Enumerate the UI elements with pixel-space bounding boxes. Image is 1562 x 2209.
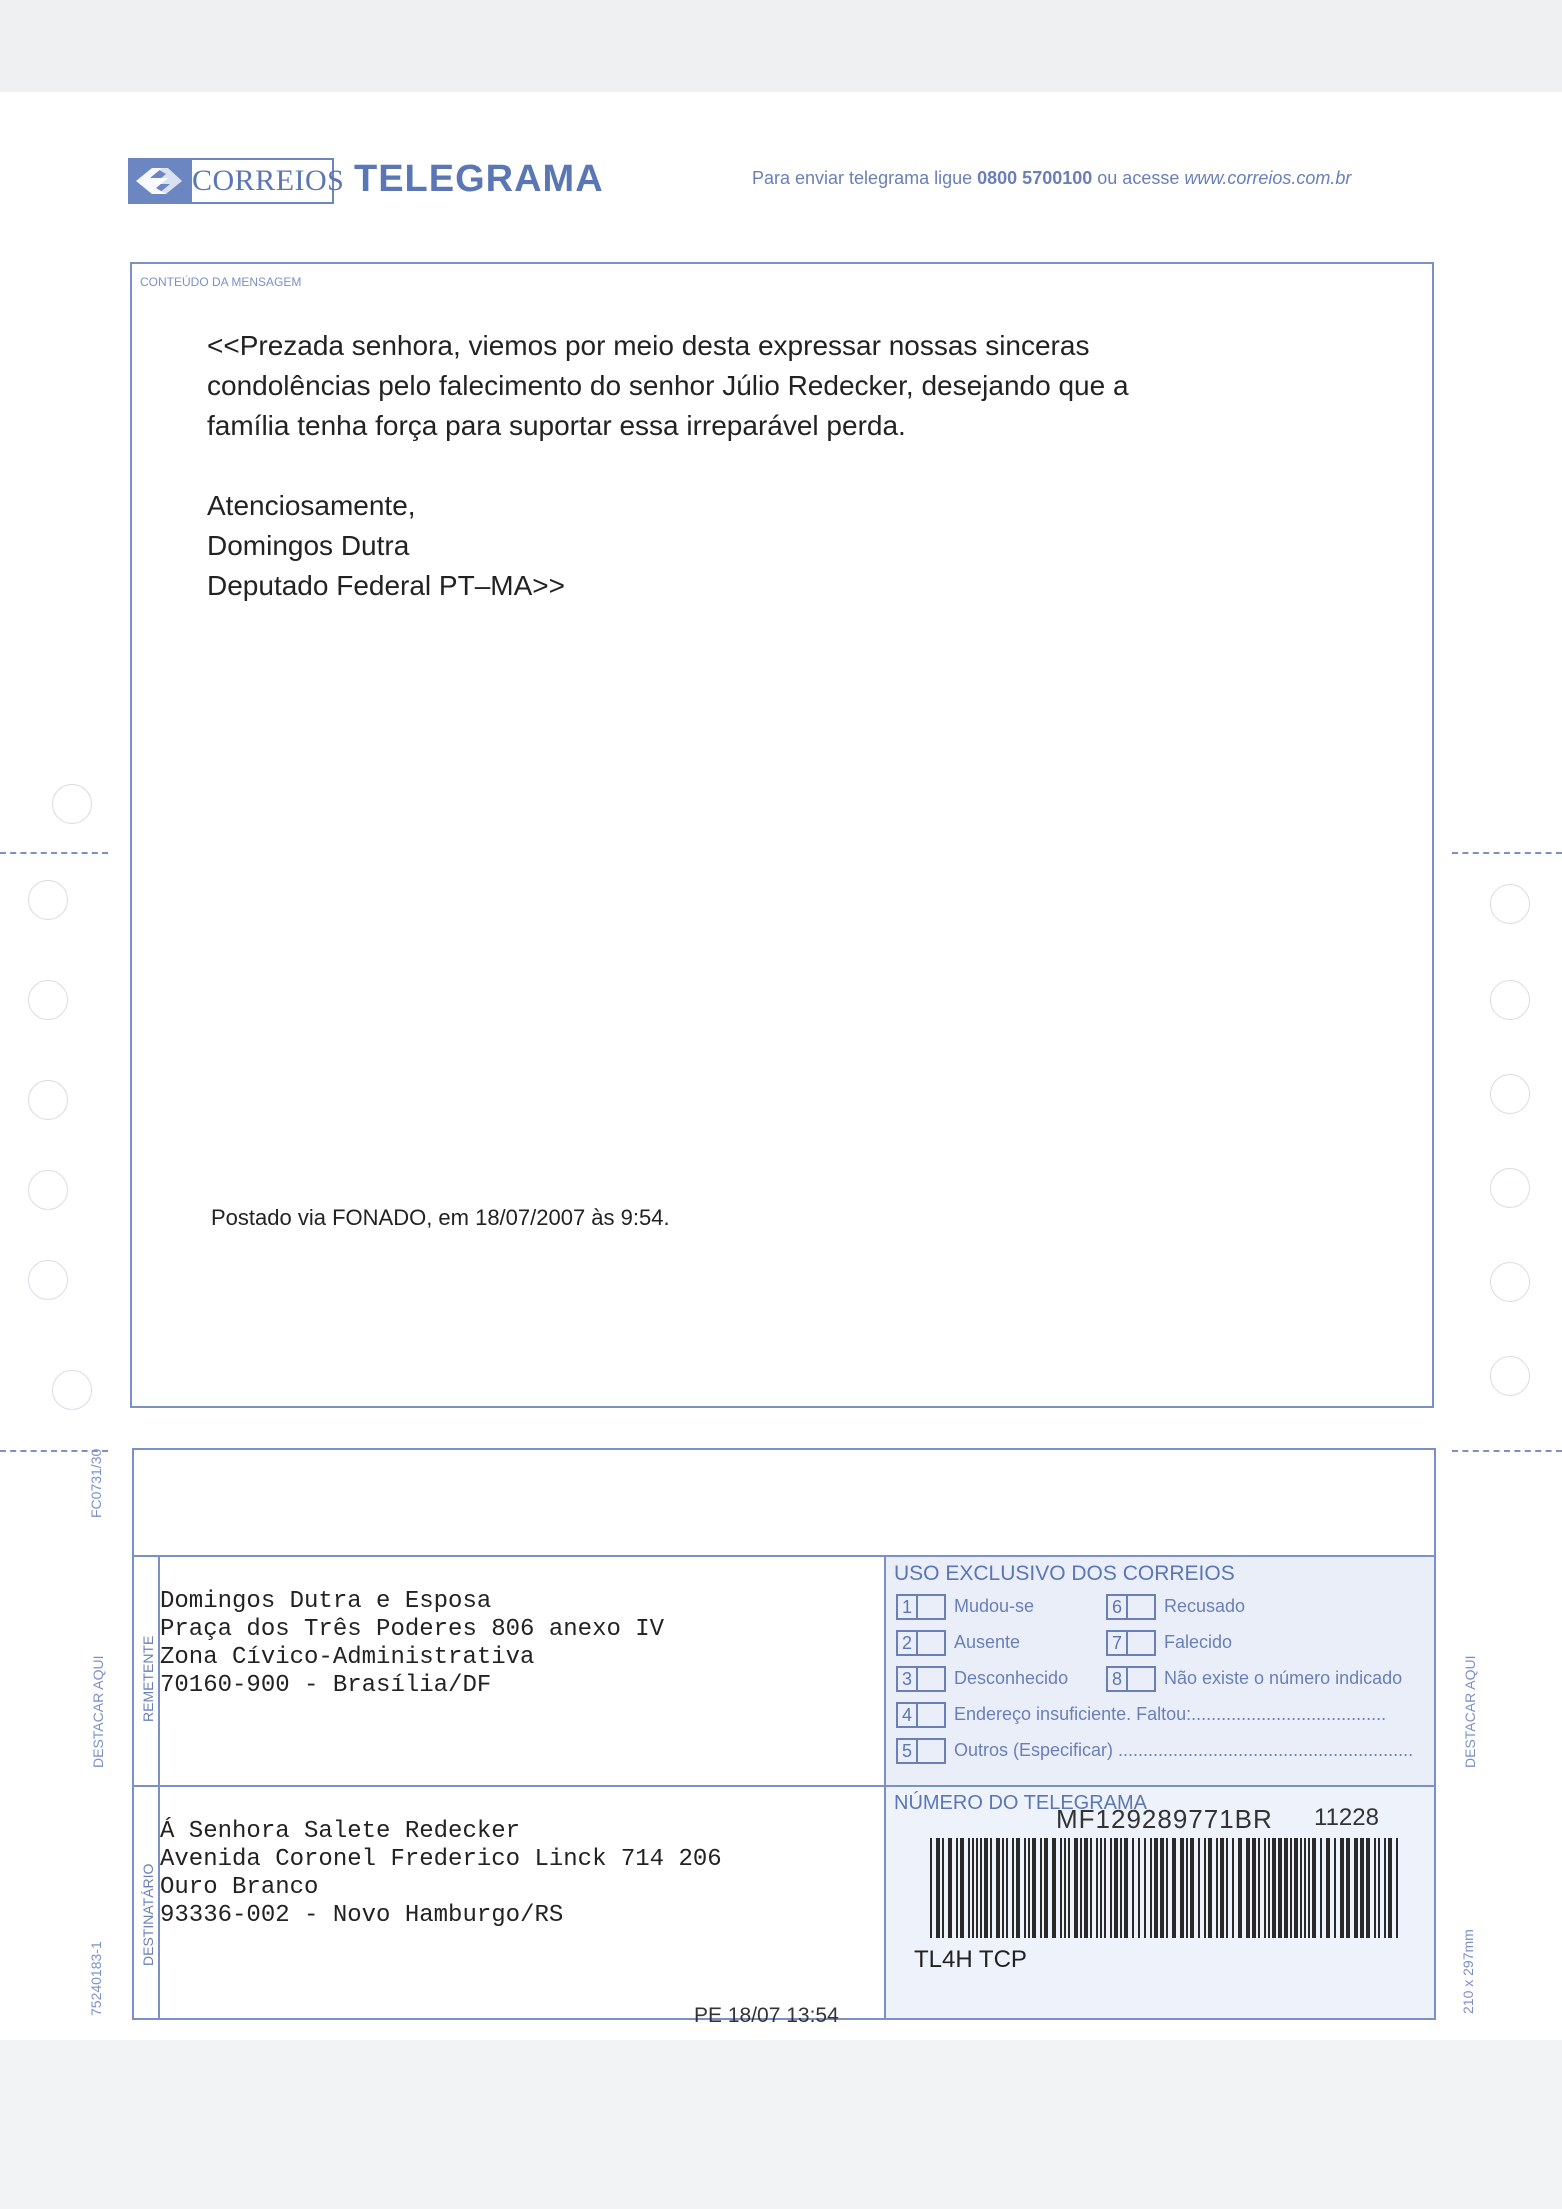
address-line: 70160-900 - Brasília/DF [160,1672,492,1699]
usage-checkbox[interactable] [1128,1594,1156,1620]
serial-number: 75240183-1 [88,1941,104,2016]
message-label: CONTEÚDO DA MENSAGEM [140,275,302,289]
tear-here-label: DESTACAR AQUI [1462,1655,1478,1768]
address-line: Praça dos Três Poderes 806 anexo IV [160,1616,665,1643]
signature-title: Deputado Federal PT–MA>> [207,570,565,601]
perforation-hole [28,880,68,920]
form-code: FC0731/30 [88,1448,104,1518]
address-line: Zona Cívico-Administrativa [160,1644,535,1671]
perforation-hole [28,1080,68,1120]
postmark-stamp: PE 18/07 13:54 [694,2004,839,2027]
usage-option: 5 Outros (Especificar) ........................................................... [896,1738,1413,1764]
tear-line [1452,1450,1562,1452]
message-line: família tenha força para suportar essa irreparável perda. [207,410,906,441]
usage-option: 3 Desconhecido [896,1666,1068,1692]
usage-option: 1 Mudou-se [896,1594,1034,1620]
divider [134,1785,1434,1787]
usage-option: 7 Falecido [1106,1630,1232,1656]
usage-checkbox[interactable] [918,1702,946,1728]
perforation-hole [1490,1262,1530,1302]
posted-info: Postado via FONADO, em 18/07/2007 às 9:54. [211,1205,670,1230]
barcode-icon [930,1838,1400,1938]
message-closing: Atenciosamente, [207,490,416,521]
usage-title: USO EXCLUSIVO DOS CORREIOS [894,1562,1235,1585]
usage-checkbox[interactable] [918,1666,946,1692]
telegram-tag: TL4H TCP [914,1946,1027,1973]
divider [884,1555,886,2018]
perforation-hole [28,980,68,1020]
usage-option: 8 Não existe o número indicado [1106,1666,1402,1692]
address-line: Domingos Dutra e Esposa [160,1588,492,1615]
message-line: condolências pelo falecimento do senhor Júlio Redecker, desejando que a [207,370,1129,401]
telegram-code: 11228 [1314,1804,1379,1831]
perforation-hole [1490,1356,1530,1396]
usage-checkbox[interactable] [1128,1666,1156,1692]
address-line: Ouro Branco [160,1874,319,1901]
contact-phone: 0800 5700100 [977,168,1093,188]
address-line: Avenida Coronel Frederico Linck 714 206 [160,1846,722,1873]
contact-line [752,168,1351,189]
sender-label: REMETENTE [140,1635,156,1722]
perforation-hole [1490,884,1530,924]
address-line: Á Senhora Salete Redecker [160,1818,521,1845]
paper-size: 210 x 297mm [1460,1929,1476,2014]
bottom-margin-band [0,2040,1562,2209]
recipient-address [160,1818,722,1930]
perforation-hole [1490,1074,1530,1114]
correios-logo [128,158,345,204]
telegram-number: MF129289771BR [1056,1804,1273,1834]
perforation-hole [52,784,92,824]
perforation-hole [1490,1168,1530,1208]
usage-option: 6 Recusado [1106,1594,1245,1620]
correios-logo-mark-icon [128,158,190,204]
correios-logo-text: CORREIOS [190,158,334,204]
perforation-hole [28,1260,68,1300]
telegram-number-label: NÚMERO DO TELEGRAMA [894,1792,1147,1814]
perforation-hole [52,1370,92,1410]
usage-checkbox[interactable] [918,1738,946,1764]
divider [134,1555,1434,1557]
address-line: 93336-002 - Novo Hamburgo/RS [160,1902,564,1929]
perforation-hole [28,1170,68,1210]
page-title: TELEGRAMA [354,158,604,200]
perforation-hole [1490,980,1530,1020]
contact-prefix: Para enviar telegrama ligue [752,168,973,188]
sender-address [160,1588,664,1700]
contact-url: www.correios.com.br [1184,168,1352,188]
usage-option: 4 Endereço insuficiente. Faltou:....................................... [896,1702,1386,1728]
top-margin-band [0,0,1562,92]
usage-option: 2 Ausente [896,1630,1020,1656]
usage-checkbox[interactable] [1128,1630,1156,1656]
tear-line [0,852,108,854]
tear-line [1452,852,1562,854]
message-content [207,326,1287,606]
contact-middle: ou acesse [1097,168,1180,188]
tear-here-label: DESTACAR AQUI [90,1655,106,1768]
usage-checkbox[interactable] [918,1630,946,1656]
usage-checkbox[interactable] [918,1594,946,1620]
message-line: <<Prezada senhora, viemos por meio desta expressar nossas sinceras [207,330,1090,361]
recipient-label: DESTINATÁRIO [140,1863,156,1966]
signature-name: Domingos Dutra [207,530,410,561]
